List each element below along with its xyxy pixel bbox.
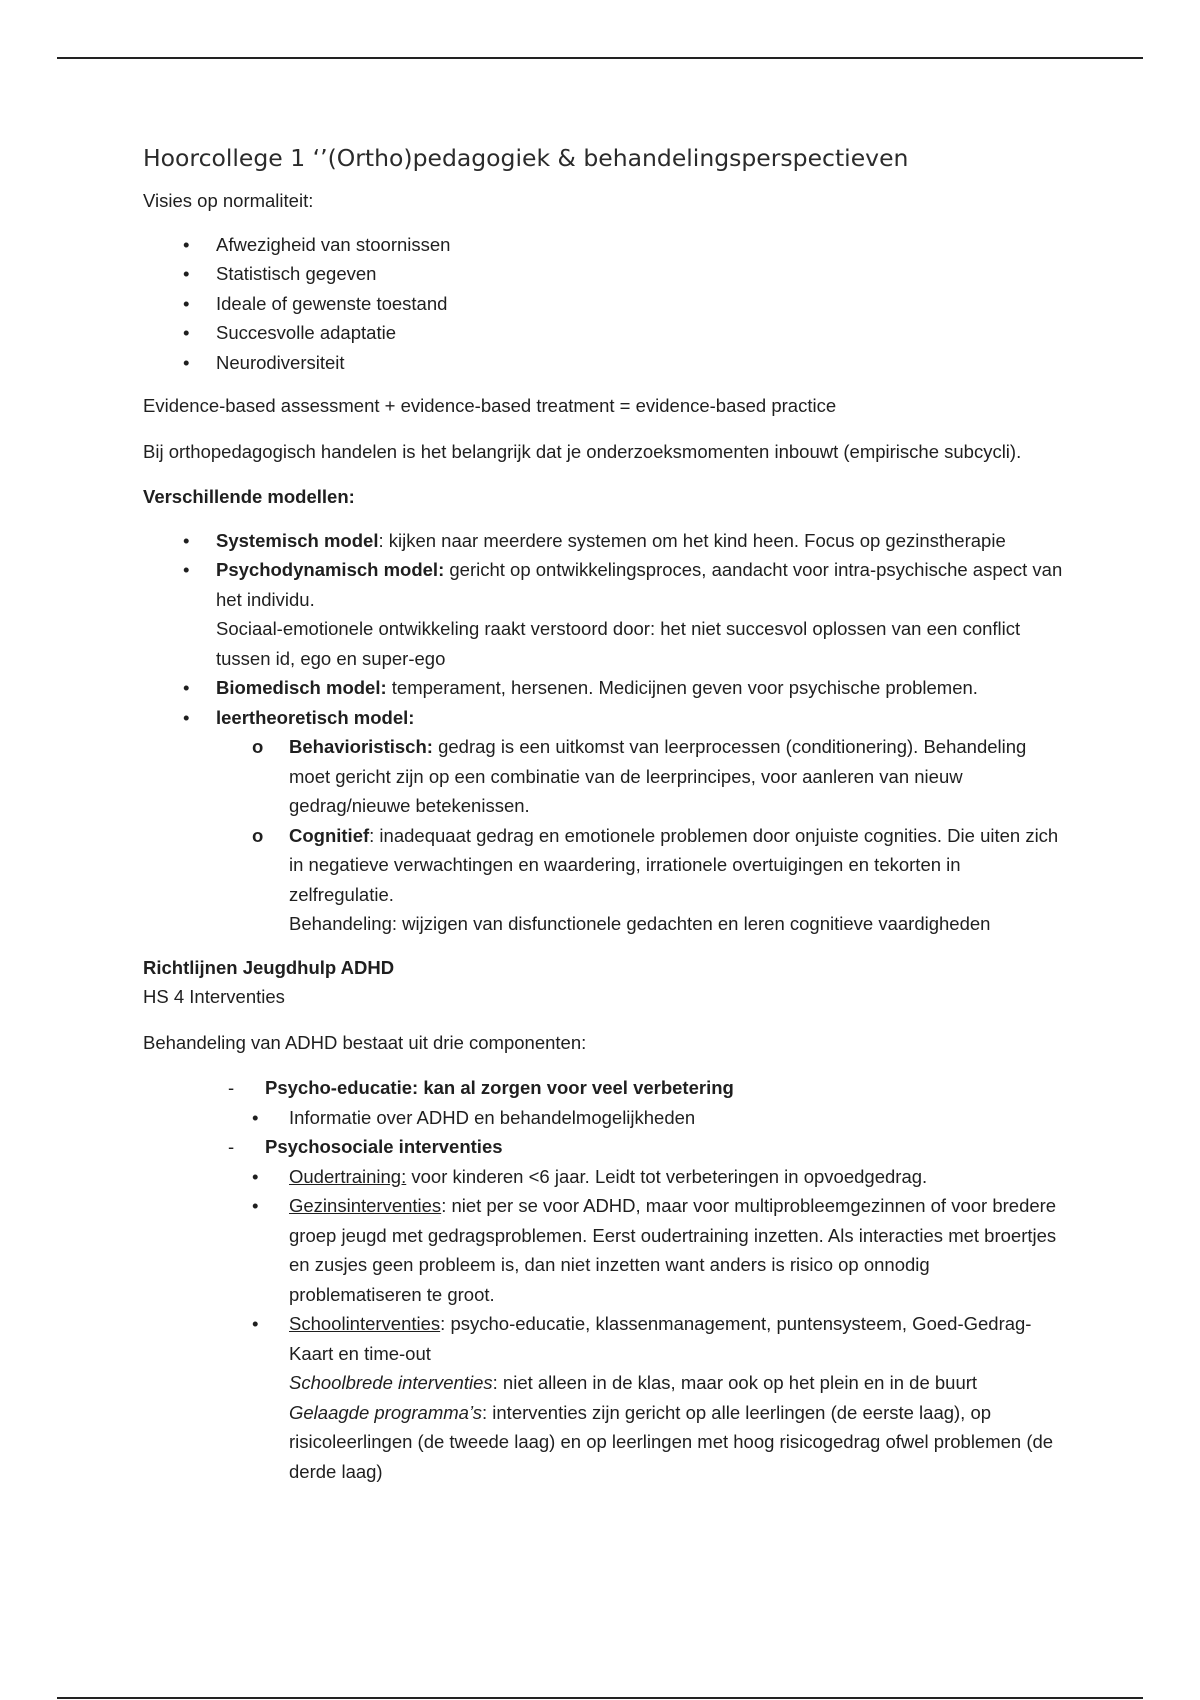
model-psychodynamic: • Psychodynamisch model: gericht op ontwikkelingsproces, aandacht voor intra-psychische aspect van het individu. Sociaal-emotionele ontwikkeling raakt verstoord door: het niet succesvol oplossen van een conflict tussen id, ego en super-ego xyxy=(183,559,1063,669)
component-psychoeducation: - Psycho-educatie: kan al zorgen voor veel verbetering xyxy=(228,1077,734,1098)
models-list xyxy=(143,526,1063,939)
normality-list xyxy=(143,230,1063,378)
list-item: • Informatie over ADHD en behandelmogelijkheden xyxy=(252,1106,696,1128)
document-body xyxy=(143,142,1063,1500)
adhd-components xyxy=(143,1073,1063,1486)
header-rule xyxy=(57,57,1143,59)
model-behaviorist: o Behavioristisch: gedrag is een uitkomst van leerprocessen (conditionering). Behandeling moet gericht zijn op een combinatie van de leerprincipes, voor aanleren van nieuw gedrag/nieuwe betekenissen. xyxy=(252,736,1027,816)
ortho-paragraph: Bij orthopedagogisch handelen is het belangrijk dat je onderzoeksmomenten inbouwt (empirische subcycli). xyxy=(143,440,1022,462)
list-item: • Succesvolle adaptatie xyxy=(183,322,396,343)
list-item: • Statistisch gegeven xyxy=(183,263,377,284)
component-psychosocial: - Psychosociale interventies xyxy=(228,1136,503,1157)
page-title: Hoorcollege 1 ‘’(Ortho)pedagogiek & behandelingsperspectieven xyxy=(143,144,909,172)
models-heading: Verschillende modellen: xyxy=(143,486,355,507)
adhd-intro: Behandeling van ADHD bestaat uit drie componenten: xyxy=(143,1031,587,1053)
evidence-line: Evidence-based assessment + evidence-based treatment = evidence-based practice xyxy=(143,395,837,416)
adhd-subheading: HS 4 Interventies xyxy=(143,986,285,1007)
footer-rule xyxy=(57,1697,1143,1699)
adhd-heading-block xyxy=(143,953,1063,1012)
normality-heading: Visies op normaliteit: xyxy=(143,190,314,211)
model-biomedical: • Biomedisch model: temperament, hersenen. Medicijnen geven voor psychische problemen. xyxy=(183,677,978,698)
adhd-heading: Richtlijnen Jeugdhulp ADHD xyxy=(143,956,395,978)
intervention-family: • Gezinsinterventies: niet per se voor ADHD, maar voor multiprobleemgezinnen of voor bredere groep jeugd met gedragsproblemen. Eerst oudertraining inzetten. Als interacties met broertjes en zusjes geen probleem is, dan niet inzetten want anders is risico op onnodig problematiseren te groot. xyxy=(252,1195,1057,1305)
model-systemic: • Systemisch model: kijken naar meerdere systemen om het kind heen. Focus op gezinstherapie xyxy=(183,529,1006,551)
intervention-parent: • Oudertraining: voor kinderen <6 jaar. Leidt tot verbeteringen in opvoedgedrag. xyxy=(252,1165,928,1187)
list-item: • Neurodiversiteit xyxy=(183,351,345,373)
list-item: • Afwezigheid van stoornissen xyxy=(183,233,451,255)
model-learning: • leertheoretisch model: xyxy=(183,706,415,728)
model-cognitive: o Cognitief: inadequaat gedrag en emotionele problemen door onjuiste cognities. Die uiten zich in negatieve verwachtingen en waardering, irrationele overtuigingen en tekorten in zelfregulatie. Behandeling: wijzigen van disfunctionele gedachten en leren cognitieve vaardigheden xyxy=(252,824,1059,934)
intervention-school: • Schoolinterventies: psycho-educatie, klassenmanagement, puntensysteem, Goed-Gedrag-Kaart en time-out Schoolbrede interventies: niet alleen in de klas, maar ook op het plein en in de buurt Gelaagde programma’s: interventies zijn gericht op alle leerlingen (de eerste laag), op risicoleerlingen (de tweede laag) en op leerlingen met hoog risicogedrag ofwel problemen (de derde laag) xyxy=(252,1313,1054,1482)
list-item: • Ideale of gewenste toestand xyxy=(183,292,448,314)
